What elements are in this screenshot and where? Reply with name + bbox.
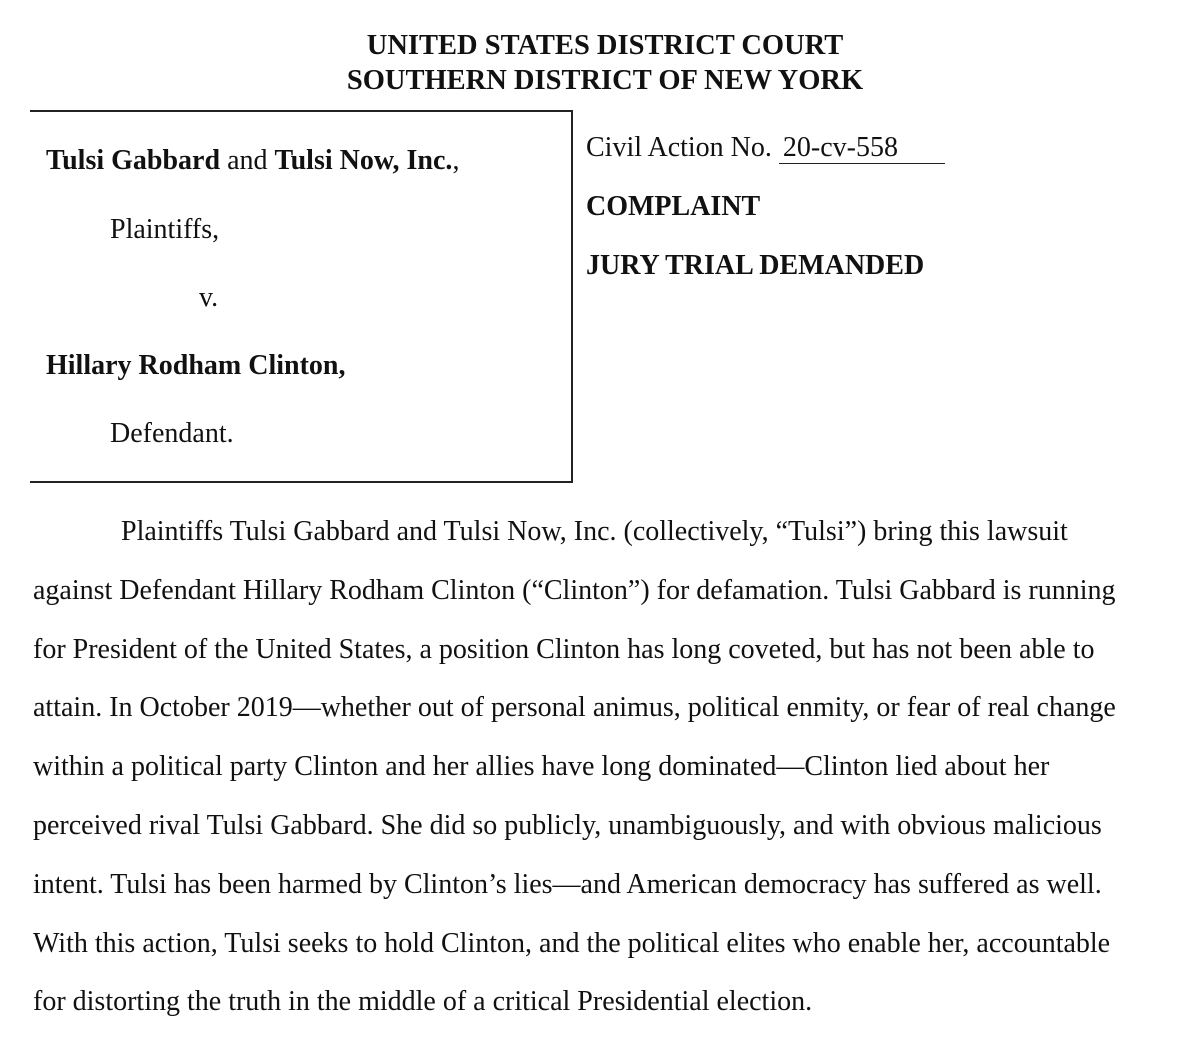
jury-demand: JURY TRIAL DEMANDED <box>586 250 925 281</box>
paragraph-line: perceived rival Tulsi Gabbard. She did so publicly, unambiguously, and with obvious malicious <box>33 809 1102 841</box>
plaintiffs-names <box>46 144 459 178</box>
document-type: COMPLAINT <box>586 191 761 222</box>
defendant-name: Hillary Rodham Clinton, <box>46 350 346 381</box>
plaintiffs-label: Plaintiffs, <box>110 214 220 245</box>
comma: , <box>452 145 460 176</box>
paragraph-line: for distorting the truth in the middle of a critical Presidential election. <box>33 986 813 1018</box>
versus-label: v. <box>199 282 219 313</box>
caption-top-rule <box>30 110 573 112</box>
complaint-intro-paragraph <box>33 503 1183 1032</box>
paragraph-line: With this action, Tulsi seeks to hold Clinton, and the political elites who enable her, accountable <box>33 927 1111 959</box>
plaintiff-name-1: Tulsi Gabbard <box>46 145 221 176</box>
civil-action-label: Civil Action No. <box>586 132 772 163</box>
court-name: UNITED STATES DISTRICT COURT <box>366 30 844 61</box>
civil-action-line <box>586 131 945 165</box>
court-district: SOUTHERN DISTRICT OF NEW YORK <box>346 65 864 96</box>
and-conjunction: and <box>220 145 275 176</box>
paragraph-line: intent. Tulsi has been harmed by Clinton’s lies—and American democracy has suffered as well. <box>33 868 1102 900</box>
defendant-label: Defendant. <box>110 418 234 449</box>
paragraph-line: Plaintiffs Tulsi Gabbard and Tulsi Now, Inc. (collectively, “Tulsi”) bring this lawsuit <box>121 516 1068 547</box>
case-caption-box <box>30 110 573 483</box>
court-header <box>0 28 1200 98</box>
plaintiff-name-2: Tulsi Now, Inc. <box>274 145 453 176</box>
paragraph-line: attain. In October 2019—whether out of personal animus, political enmity, or fear of real change <box>33 692 1116 724</box>
paragraph-line: for President of the United States, a position Clinton has long coveted, but has not been able to <box>33 633 1095 665</box>
paragraph-line: within a political party Clinton and her allies have long dominated—Clinton lied about her <box>33 751 1050 783</box>
paragraph-line: against Defendant Hillary Rodham Clinton (“Clinton”) for defamation. Tulsi Gabbard is running <box>33 574 1116 606</box>
case-number: 20-cv-558 <box>779 133 945 164</box>
